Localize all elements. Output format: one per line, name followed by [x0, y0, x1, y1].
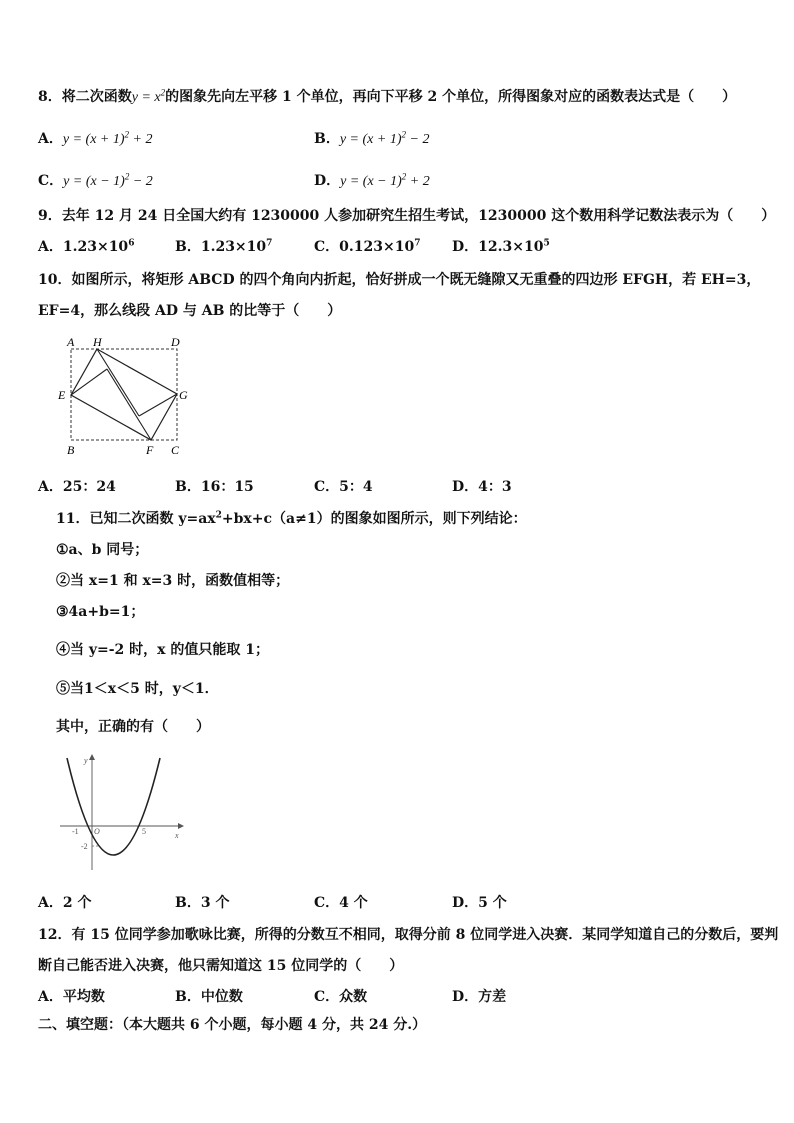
q11-stem: 11．已知二次函数 $y=ax^2+bx+c(a\ne 1)$的图象如图所示，则下列结论：: [56, 510, 527, 527]
q11-statement-2: ②当 x=1 和 x=3 时，函数值相等；: [56, 573, 290, 589]
q11-option-b[interactable]: B．3 个: [175, 895, 230, 911]
q9-option-b[interactable]: B．$1.23\times 10^7$: [175, 238, 273, 255]
q10-stem-line2: EF=4，那么线段 AD 与 AB 的比等于（ ）: [38, 303, 342, 319]
fold-line-4: [107, 369, 151, 440]
q10-option-c[interactable]: C．5：4: [314, 479, 373, 495]
label-origin: O: [94, 827, 100, 836]
parabola-curve: [67, 758, 160, 855]
q11-option-c[interactable]: C．4 个: [314, 895, 368, 911]
q10-folded-rectangle-figure: [56, 333, 196, 458]
q11-question: 其中，正确的有（ ）: [56, 719, 210, 735]
section-2-title: 二、填空题：（本大题共 6 个小题，每小题 4 分，共 24 分.）: [38, 1017, 427, 1033]
label-e: E: [58, 388, 66, 402]
q8-option-c[interactable]: C．$y = (x - 1)^2 - 2$: [38, 171, 153, 189]
q8-stem-suffix: 的图象先向左平移 1 个单位，再向下平移 2 个单位，所得图象对应的函数表达式是（ ）: [165, 89, 737, 105]
label-five: 5: [142, 827, 146, 836]
q11-statement-3: ③4a+b=1；: [56, 604, 145, 620]
q10-option-a[interactable]: A．25：24: [38, 479, 116, 495]
fold-line-2: [97, 349, 139, 416]
q11-option-a[interactable]: A．2 个: [38, 895, 92, 911]
q11-statement-4: ④当 y=-2 时，x 的值只能取 1；: [56, 642, 270, 658]
q12-option-c[interactable]: C．众数: [314, 989, 368, 1005]
q8-stem: [38, 88, 736, 107]
label-y: y: [84, 756, 88, 765]
label-neg2: -2: [81, 842, 88, 851]
q12-option-b[interactable]: B．中位数: [175, 989, 243, 1005]
q12-stem-line2: 断自己能否进入决赛，他只需知道这 15 位同学的（ ）: [38, 958, 404, 974]
label-a: A: [67, 335, 75, 349]
y-axis-arrow: [89, 754, 95, 760]
q11-parabola-graph: [56, 752, 188, 874]
fold-line-1: [71, 369, 107, 395]
q8-option-b[interactable]: B．$y = (x + 1)^2 - 2$: [314, 129, 430, 147]
q9-option-a[interactable]: A．$1.23\times 10^6$: [38, 238, 135, 255]
label-f: F: [146, 443, 154, 457]
rectangle-abcd: [71, 349, 177, 440]
q8-stem-prefix: 8．将二次函数: [38, 89, 132, 105]
label-g: G: [179, 388, 188, 402]
x-axis-arrow: [178, 823, 184, 829]
q8-option-a[interactable]: A．$y = (x + 1)^2 + 2$: [38, 129, 153, 147]
q8-stem-function: $y = x^2$: [131, 87, 166, 105]
label-c: C: [171, 443, 180, 457]
label-h: H: [93, 335, 102, 349]
q9-stem: 9．去年 12 月 24 日全国大约有 1230000 人参加研究生招生考试，1230000 这个数用科学记数法表示为（ ）: [38, 208, 776, 224]
quadrilateral-efgh: [71, 349, 177, 440]
label-x: x: [175, 831, 179, 840]
label-b: B: [67, 443, 75, 457]
q12-option-d[interactable]: D．方差: [452, 989, 507, 1005]
q10-option-b[interactable]: B．16：15: [175, 479, 254, 495]
q12-stem-line1: 12．有 15 位同学参加歌咏比赛，所得的分数互不相同，取得分前 8 位同学进入决赛．某同学知道自己的分数后，要判: [38, 927, 779, 943]
q9-option-c[interactable]: C．$0.123\times 10^7$: [314, 238, 421, 255]
label-neg1: -1: [72, 827, 79, 836]
q8-option-d[interactable]: D．$y = (x - 1)^2 + 2$: [314, 171, 430, 189]
q9-option-d[interactable]: D．$12.3\times 10^5$: [452, 238, 550, 255]
label-d: D: [171, 335, 180, 349]
q11-option-d[interactable]: D．5 个: [452, 895, 507, 911]
q11-statement-5: ⑤当1＜x＜5 时，y＜1．: [56, 681, 219, 697]
q11-statement-1: ①a、b 同号；: [56, 542, 149, 558]
q12-option-a[interactable]: A．平均数: [38, 989, 105, 1005]
q10-stem-line1: 10．如图所示，将矩形 ABCD 的四个角向内折起，恰好拼成一个既无缝隙又无重叠的四边形 EFGH，若 EH=3，: [38, 272, 761, 288]
q10-option-d[interactable]: D．4：3: [452, 479, 512, 495]
